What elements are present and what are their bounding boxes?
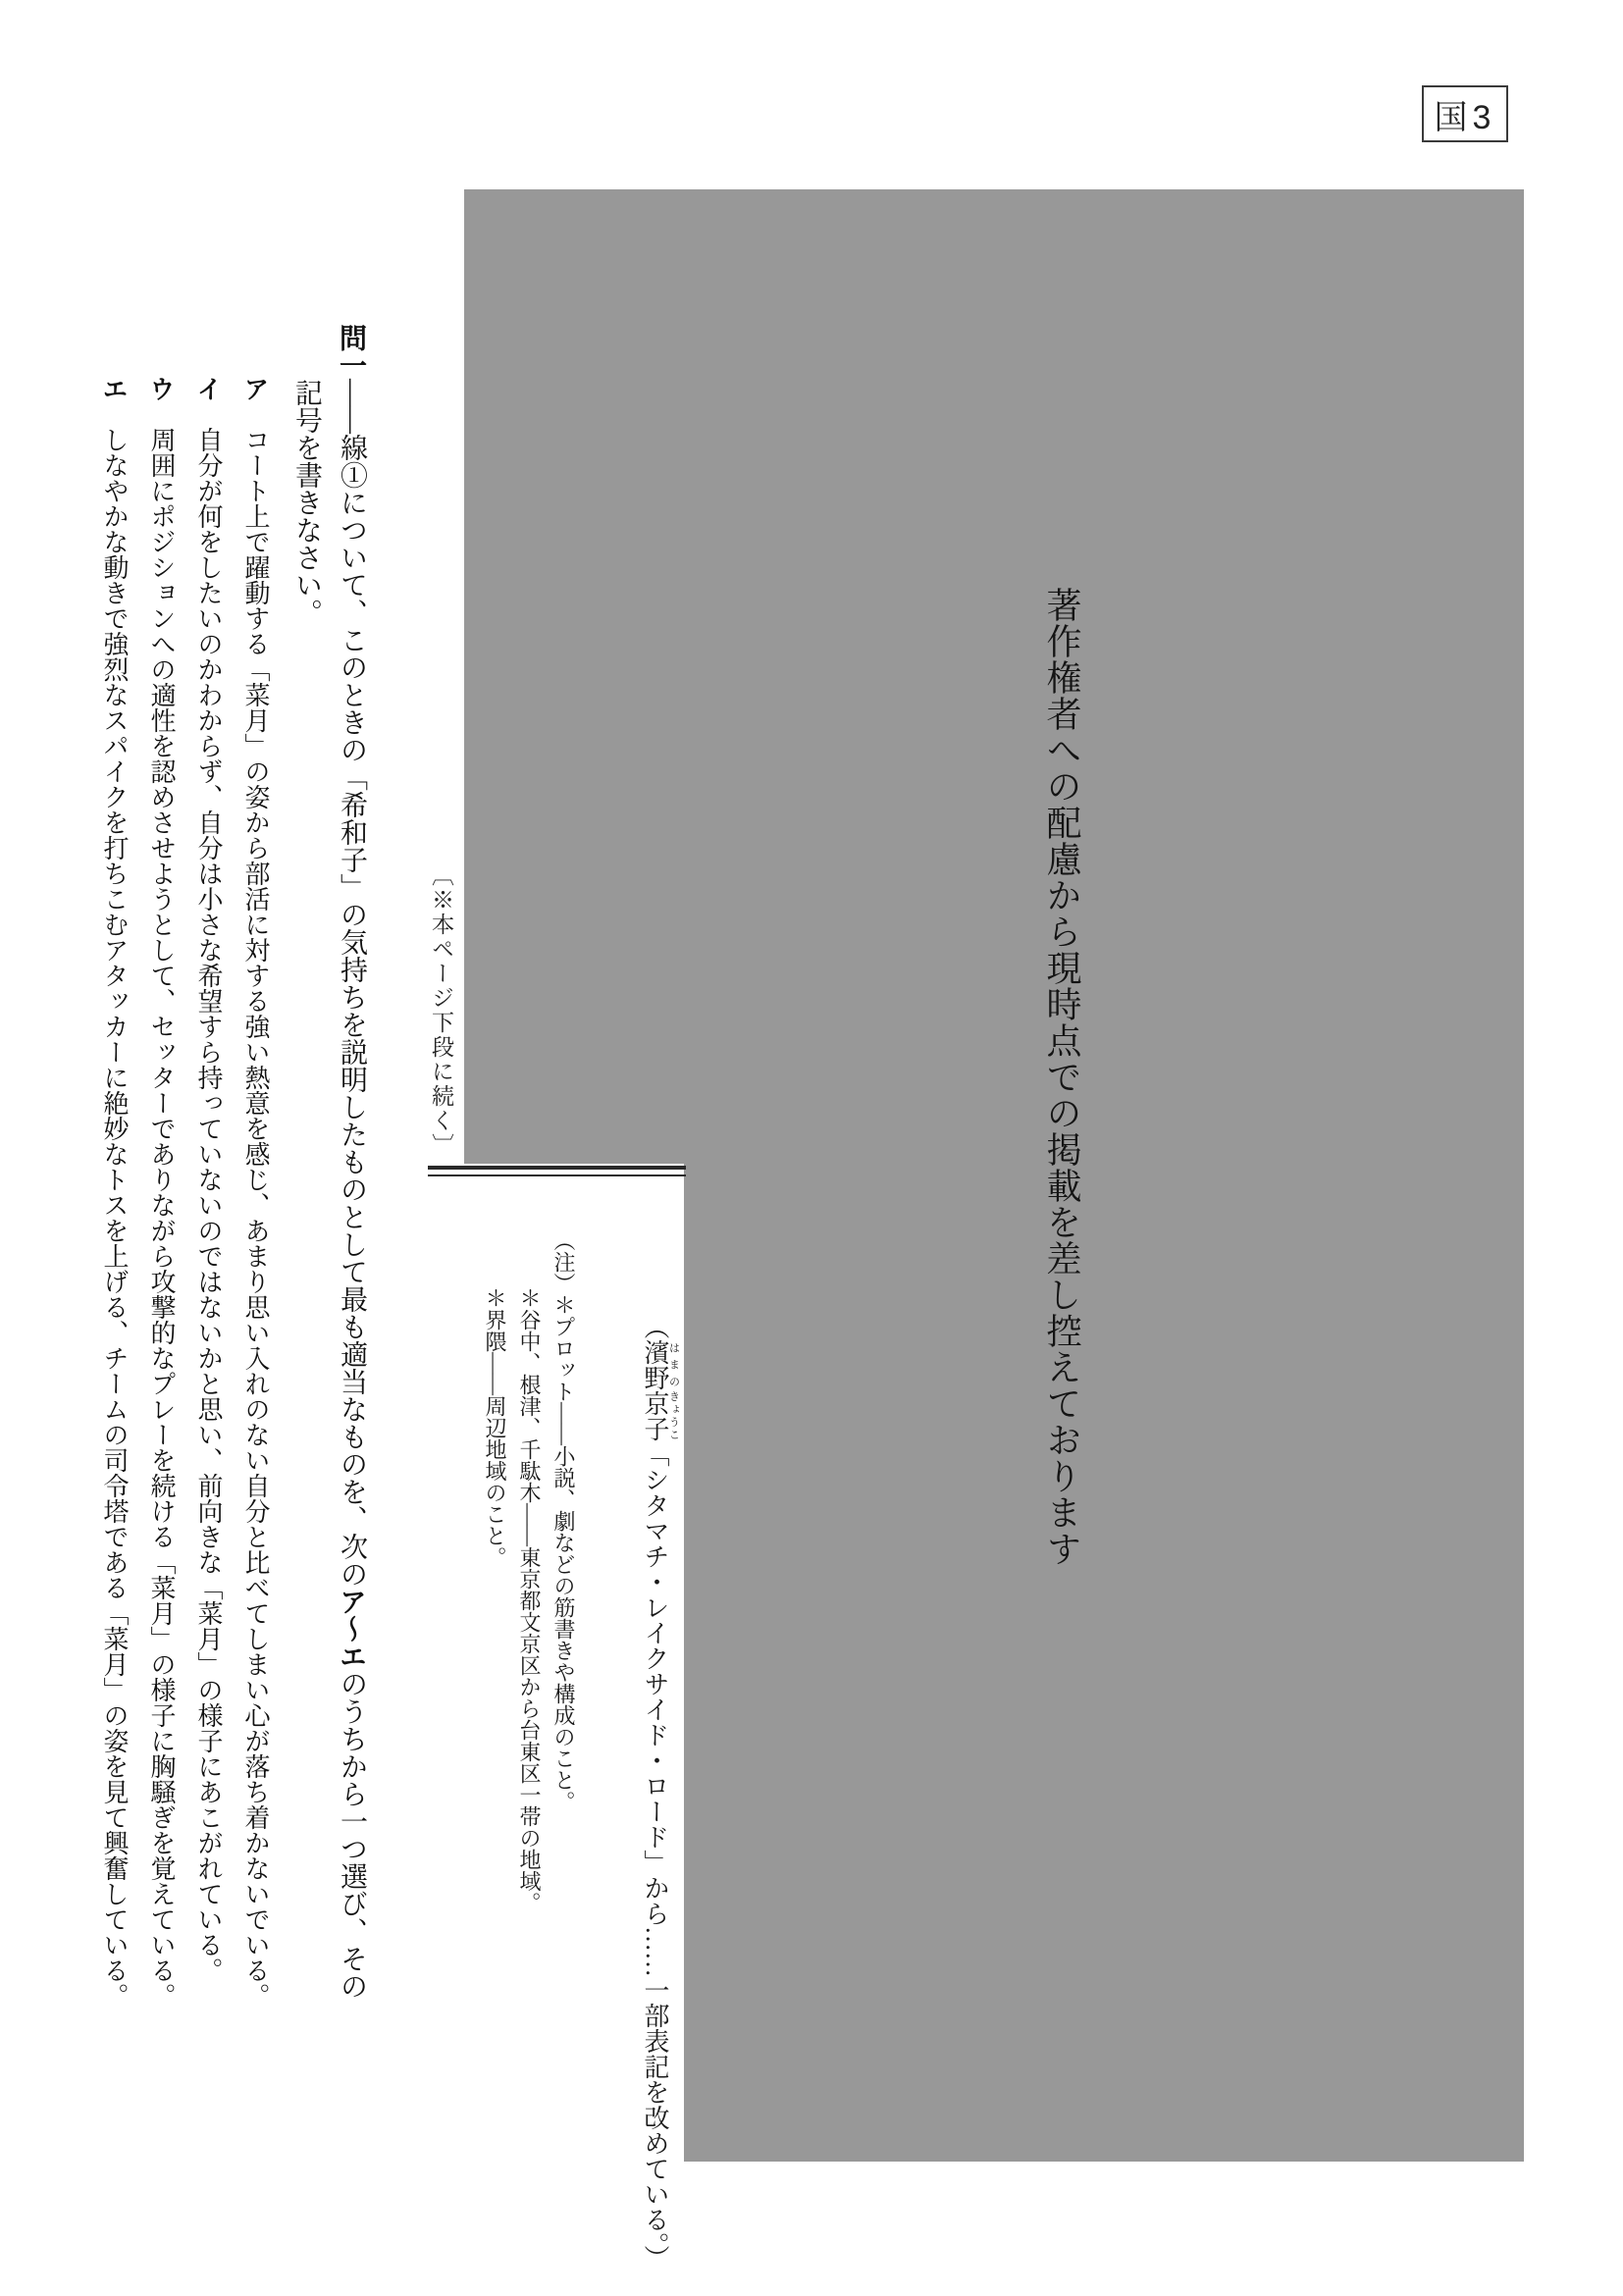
question-choice-range: ア～エ: [337, 1588, 367, 1670]
option-u-label: ウ: [146, 376, 176, 401]
source-citation: [634, 1314, 680, 2270]
copyright-notice: 著作権者への配慮から現時点での掲載を差し控えております: [1042, 587, 1081, 1567]
option-i-text: 自分が何をしたいのかわからず、自分は小さな希望すら持っていないのではないかと思い、前向きな「菜月」の様子にあこがれている。: [194, 427, 223, 1983]
continuation-rule: [428, 1166, 686, 1176]
question-body-part1: ――線①について、このときの「希和子」の気持ちを説明したものとして最も適当なものを、次の: [337, 379, 367, 1588]
options-block: [90, 376, 279, 2009]
author-furigana-part2: きょうこ: [667, 1390, 680, 1441]
question-block: [284, 324, 374, 2000]
question-instruction: 記号を書きなさい。: [291, 379, 322, 626]
option-e-label: エ: [99, 376, 129, 401]
notes-header: （注）: [551, 1229, 576, 1294]
option-u: [137, 376, 184, 2009]
continuation-note: 〔※本ページ下段に続く〕: [429, 863, 453, 1158]
citation-open-paren: （: [641, 1314, 669, 1339]
note-item-districts: ＊谷中、根津、千駄木――東京都文京区から台東区一帯の地域。: [517, 1287, 542, 1913]
note-item-plot: ＊プロット――小説、劇などの筋書きや構成のこと。: [551, 1294, 576, 1812]
option-u-text: 周囲にポジションへの適性を認めさせようとして、セッターでありながら攻撃的なプレーを続ける「菜月」の様子に胸騒ぎを覚えている。: [147, 427, 176, 2009]
option-i: [184, 376, 232, 2009]
citation-title-text: 「シタマチ・レイクサイド・ロード」から……一部表記を改めている。）: [641, 1441, 669, 2270]
question-line-1: [329, 324, 374, 2000]
page-number-badge: [1422, 85, 1508, 142]
question-line-2: [284, 324, 329, 2000]
note-item-kaiwai: ＊界隈――周辺地域のこと。: [483, 1287, 507, 1568]
author-name-part1: 濱野はまの: [641, 1339, 680, 1390]
option-e-text: しなやかな動きで強烈なスパイクを打ちこむアタッカーに絶妙なトスを上げる、チームの司令塔である「菜月」の姿を見て興奮している。: [100, 427, 129, 2009]
question-body-part2: のうちから一つ選び、その: [337, 1670, 367, 2000]
note-column-3: [478, 1229, 512, 1913]
option-e: [90, 376, 137, 2009]
question-number-label: 問一: [337, 324, 367, 379]
note-column-2: [512, 1229, 547, 1913]
author-furigana-part1: はまの: [667, 1339, 680, 1390]
note-column-1: [547, 1229, 581, 1913]
page-number-label: 国3: [1434, 98, 1496, 136]
author-name-part2: 京子きょうこ: [641, 1390, 680, 1441]
option-i-label: イ: [193, 376, 223, 401]
option-a-text: コート上で躍動する「菜月」の姿から部活に対する強い熱意を感じ、あまり思い入れのない自分と比べてしまい心が落ち着かないでいる。: [241, 427, 270, 2009]
option-a: [232, 376, 279, 2009]
option-a-label: ア: [240, 376, 270, 401]
notes-block: [478, 1229, 581, 1913]
